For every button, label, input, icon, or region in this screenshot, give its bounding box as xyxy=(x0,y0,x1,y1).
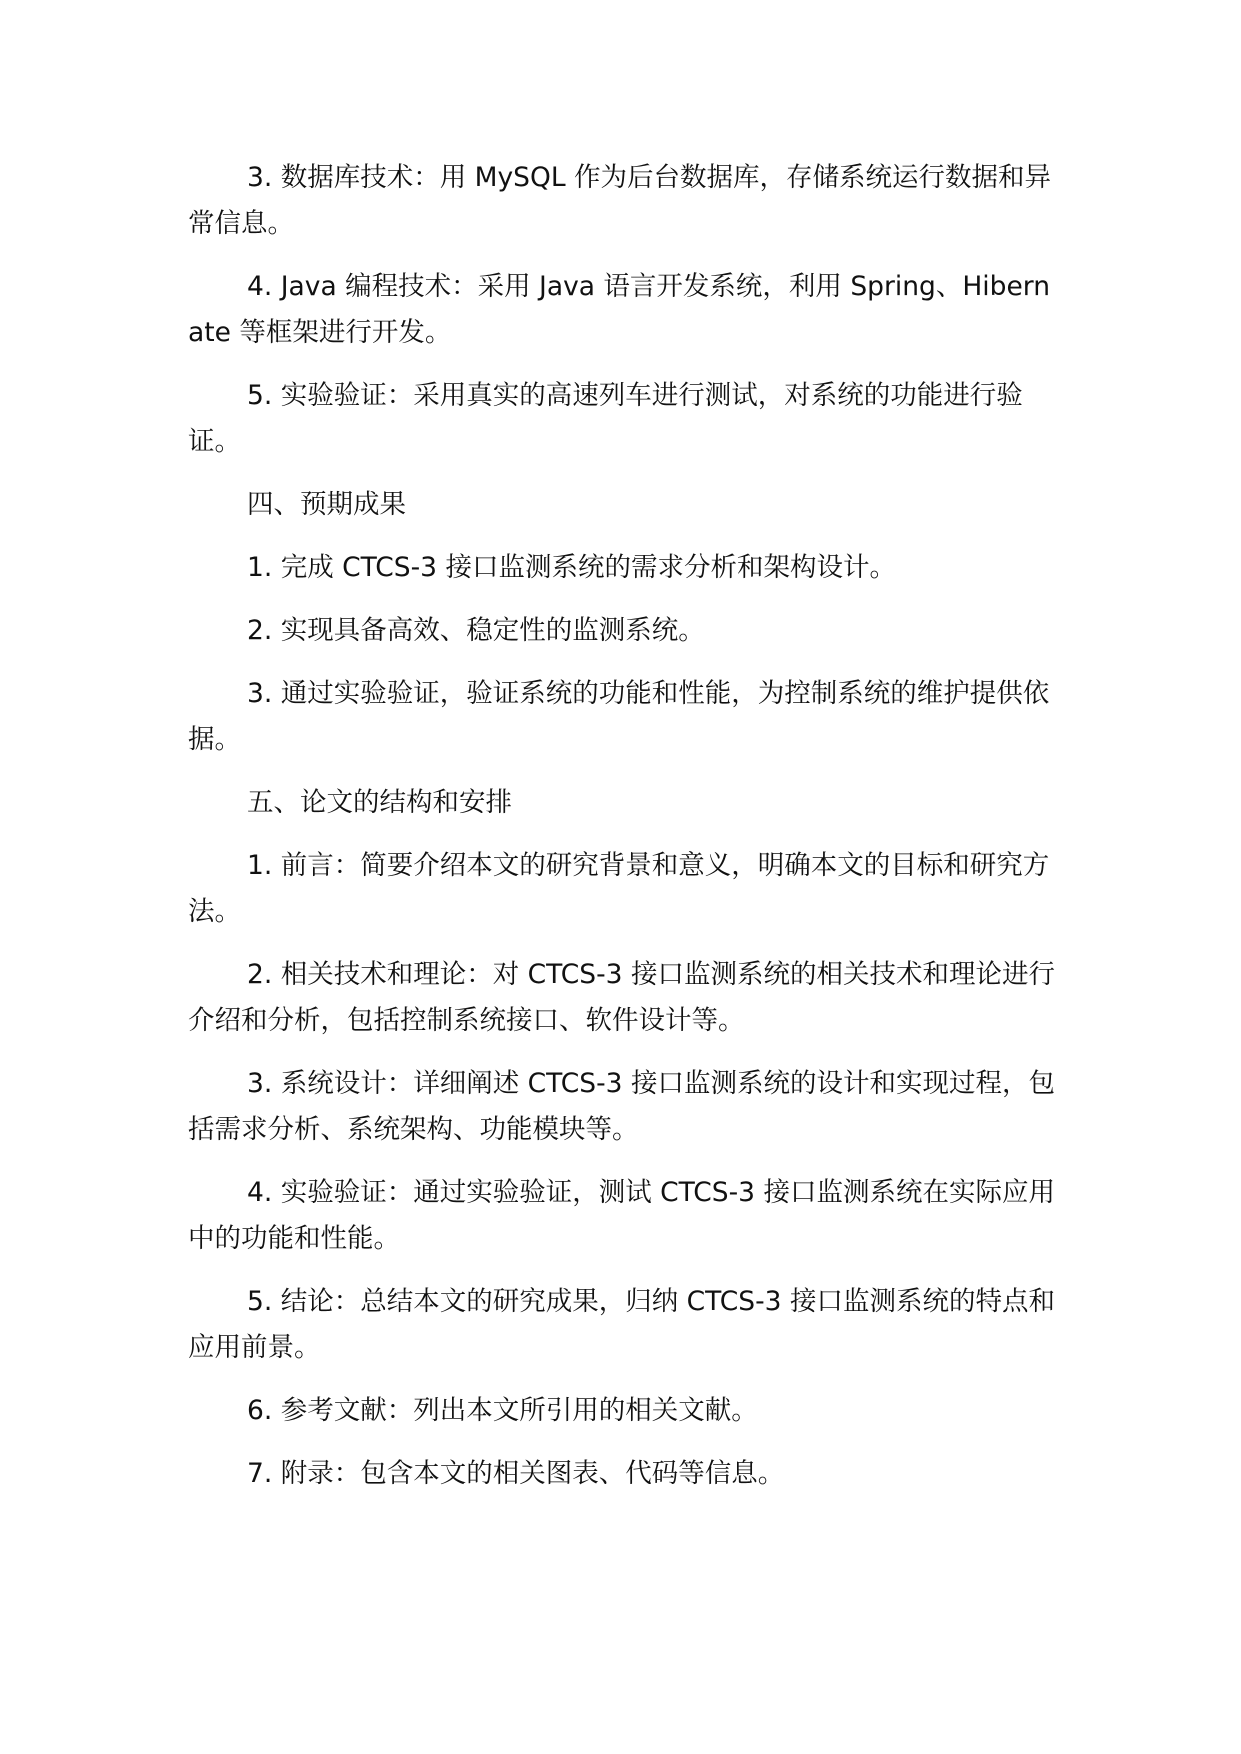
section-heading-structure: 五、论文的结构和安排 xyxy=(247,787,512,818)
paragraph-result-3: 3. 通过实验验证，验证系统的功能和性能，为控制系统的维护提供依据。 xyxy=(188,678,1050,755)
paragraph-structure-2: 2. 相关技术和理论：对 CTCS-3 接口监测系统的相关技术和理论进行介绍和分析，包括控制系统接口、软件设计等。 xyxy=(188,959,1055,1036)
paragraph-result-2: 2. 实现具备高效、稳定性的监测系统。 xyxy=(247,615,705,646)
paragraph-database-tech: 3. 数据库技术：用 MySQL 作为后台数据库，存储系统运行数据和异常信息。 xyxy=(188,162,1052,239)
section-heading-expected-results: 四、预期成果 xyxy=(247,489,406,520)
paragraph-structure-5: 5. 结论：总结本文的研究成果，归纳 CTCS-3 接口监测系统的特点和应用前景。 xyxy=(188,1286,1055,1363)
paragraph-structure-3: 3. 系统设计：详细阐述 CTCS-3 接口监测系统的设计和实现过程，包括需求分析、系统架构、功能模块等。 xyxy=(188,1068,1055,1145)
document-body xyxy=(188,155,1056,1514)
paragraph-java-tech: 4. Java 编程技术：采用 Java 语言开发系统，利用 Spring、Hibernate 等框架进行开发。 xyxy=(188,271,1051,348)
paragraph-structure-1: 1. 前言：简要介绍本文的研究背景和意义，明确本文的目标和研究方法。 xyxy=(188,850,1050,927)
paragraph-result-1: 1. 完成 CTCS-3 接口监测系统的需求分析和架构设计。 xyxy=(247,552,896,583)
paragraph-structure-6: 6. 参考文献：列出本文所引用的相关文献。 xyxy=(247,1395,758,1426)
paragraph-structure-4: 4. 实验验证：通过实验验证，测试 CTCS-3 接口监测系统在实际应用中的功能和性能。 xyxy=(188,1177,1055,1254)
paragraph-structure-7: 7. 附录：包含本文的相关图表、代码等信息。 xyxy=(247,1458,785,1489)
paragraph-experiment: 5. 实验验证：采用真实的高速列车进行测试，对系统的功能进行验证。 xyxy=(188,380,1023,457)
